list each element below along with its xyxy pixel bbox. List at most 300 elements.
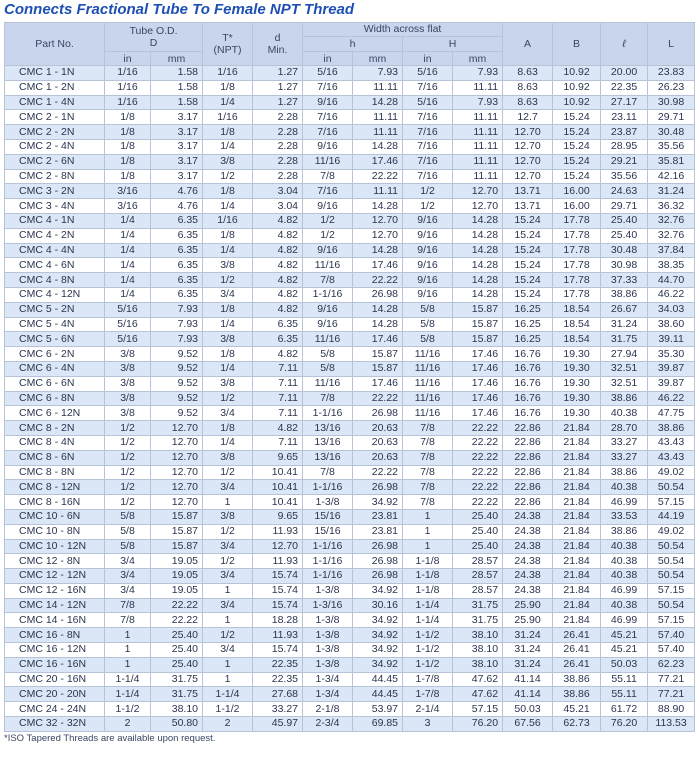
table-cell: 1/2	[403, 199, 453, 214]
header-part-no: Part No.	[5, 23, 105, 66]
table-cell: 25.90	[503, 613, 553, 628]
table-cell: 16.00	[553, 184, 601, 199]
part-number-cell: CMC 4 - 2N	[5, 228, 105, 243]
table-cell: 21.84	[553, 598, 601, 613]
table-cell: 2	[203, 717, 253, 732]
table-cell: 1	[203, 495, 253, 510]
table-cell: 25.40	[453, 524, 503, 539]
table-cell: 22.35	[253, 657, 303, 672]
table-cell: 1.58	[151, 80, 203, 95]
table-cell: 7/8	[403, 495, 453, 510]
table-cell: 50.54	[648, 539, 695, 554]
table-cell: 17.46	[453, 376, 503, 391]
table-cell: 15.87	[353, 361, 403, 376]
table-cell: 1/8	[105, 139, 151, 154]
table-cell: 19.05	[151, 583, 203, 598]
table-cell: 1-1/2	[403, 643, 453, 658]
table-cell: 5/16	[403, 66, 453, 81]
table-cell: 1/4	[203, 435, 253, 450]
table-cell: 9/16	[403, 243, 453, 258]
table-cell: 8.63	[503, 66, 553, 81]
table-cell: 1-3/8	[303, 613, 353, 628]
table-cell: 36.32	[648, 199, 695, 214]
table-cell: 15.87	[151, 509, 203, 524]
table-cell: 53.97	[353, 702, 403, 717]
table-cell: 4.76	[151, 199, 203, 214]
table-cell: 39.87	[648, 361, 695, 376]
table-cell: 7/16	[303, 184, 353, 199]
table-cell: 24.38	[503, 554, 553, 569]
table-cell: 35.81	[648, 154, 695, 169]
table-row	[5, 154, 695, 169]
table-cell: 32.76	[648, 228, 695, 243]
table-cell: 38.86	[601, 524, 648, 539]
table-cell: 2.28	[253, 154, 303, 169]
table-cell: 9/16	[403, 287, 453, 302]
table-cell: 22.22	[353, 169, 403, 184]
table-cell: 12.70	[453, 199, 503, 214]
table-cell: 4.82	[253, 347, 303, 362]
table-cell: 7.93	[453, 66, 503, 81]
table-cell: 3.04	[253, 184, 303, 199]
table-cell: 3/4	[105, 583, 151, 598]
table-cell: 20.63	[353, 435, 403, 450]
table-row	[5, 569, 695, 584]
table-row	[5, 391, 695, 406]
table-cell: 76.20	[453, 717, 503, 732]
table-cell: 3/4	[203, 643, 253, 658]
table-cell: 3/8	[203, 258, 253, 273]
table-cell: 50.03	[503, 702, 553, 717]
table-cell: 1-1/16	[303, 287, 353, 302]
table-cell: 7/8	[403, 480, 453, 495]
table-cell: 11.11	[353, 125, 403, 140]
table-row	[5, 317, 695, 332]
header-l-small: ℓ	[601, 23, 648, 66]
part-number-cell: CMC 4 - 12N	[5, 287, 105, 302]
table-cell: 9.52	[151, 406, 203, 421]
table-cell: 17.78	[553, 258, 601, 273]
table-cell: 1/8	[203, 80, 253, 95]
table-cell: 1/8	[203, 421, 253, 436]
table-cell: 29.71	[601, 199, 648, 214]
table-cell: 26.98	[353, 569, 403, 584]
table-cell: 22.35	[601, 80, 648, 95]
table-cell: 9.52	[151, 376, 203, 391]
table-cell: 44.70	[648, 273, 695, 288]
part-number-cell: CMC 2 - 8N	[5, 169, 105, 184]
table-cell: 6.35	[253, 332, 303, 347]
table-cell: 23.81	[353, 524, 403, 539]
table-row	[5, 95, 695, 110]
table-cell: 12.70	[353, 228, 403, 243]
table-cell: 1-1/8	[403, 569, 453, 584]
table-cell: 3.17	[151, 169, 203, 184]
table-cell: 34.92	[353, 495, 403, 510]
table-cell: 1/2	[303, 228, 353, 243]
table-cell: 1	[203, 657, 253, 672]
table-cell: 22.22	[453, 435, 503, 450]
table-cell: 12.70	[151, 495, 203, 510]
table-cell: 69.85	[353, 717, 403, 732]
table-cell: 17.78	[553, 213, 601, 228]
table-cell: 46.99	[601, 495, 648, 510]
header-b: B	[553, 23, 601, 66]
table-cell: 17.78	[553, 273, 601, 288]
part-number-cell: CMC 10 - 8N	[5, 524, 105, 539]
table-cell: 17.46	[353, 376, 403, 391]
table-cell: 19.05	[151, 554, 203, 569]
table-cell: 3/8	[105, 406, 151, 421]
table-cell: 16.76	[503, 391, 553, 406]
table-cell: 5/8	[105, 509, 151, 524]
table-cell: 34.92	[353, 657, 403, 672]
table-cell: 47.62	[453, 672, 503, 687]
table-cell: 13/16	[303, 450, 353, 465]
table-cell: 1	[105, 657, 151, 672]
table-cell: 38.10	[453, 657, 503, 672]
table-cell: 15.87	[353, 347, 403, 362]
table-row	[5, 361, 695, 376]
table-cell: 15.24	[553, 125, 601, 140]
table-cell: 14.28	[453, 273, 503, 288]
table-cell: 12.70	[503, 125, 553, 140]
table-cell: 1-3/4	[303, 687, 353, 702]
table-cell: 26.98	[353, 406, 403, 421]
table-cell: 12.70	[503, 139, 553, 154]
table-cell: 67.56	[503, 717, 553, 732]
table-row	[5, 376, 695, 391]
part-number-cell: CMC 12 - 12N	[5, 569, 105, 584]
table-cell: 1/4	[105, 287, 151, 302]
table-cell: 14.28	[453, 243, 503, 258]
table-cell: 31.24	[503, 657, 553, 672]
footnote: *ISO Tapered Threads are available upon request.	[4, 732, 216, 744]
table-cell: 7/16	[403, 80, 453, 95]
table-cell: 11/16	[403, 391, 453, 406]
table-cell: 10.41	[253, 480, 303, 495]
table-cell: 38.86	[601, 287, 648, 302]
table-cell: 10.92	[553, 66, 601, 81]
table-cell: 7/8	[303, 391, 353, 406]
table-cell: 22.22	[353, 273, 403, 288]
table-cell: 1/4	[203, 243, 253, 258]
table-cell: 3/4	[105, 554, 151, 569]
table-cell: 3/4	[203, 598, 253, 613]
table-cell: 7.93	[453, 95, 503, 110]
table-cell: 7/8	[403, 421, 453, 436]
part-number-cell: CMC 2 - 6N	[5, 154, 105, 169]
table-cell: 7/16	[403, 139, 453, 154]
table-row	[5, 672, 695, 687]
table-cell: 14.28	[453, 213, 503, 228]
part-number-cell: CMC 4 - 1N	[5, 213, 105, 228]
table-cell: 11.11	[453, 169, 503, 184]
table-cell: 7/16	[403, 125, 453, 140]
table-cell: 9/16	[403, 258, 453, 273]
table-cell: 40.38	[601, 554, 648, 569]
table-cell: 38.86	[601, 391, 648, 406]
table-cell: 25.40	[151, 657, 203, 672]
table-row	[5, 273, 695, 288]
table-cell: 22.86	[503, 465, 553, 480]
table-row	[5, 702, 695, 717]
table-cell: 7.93	[353, 66, 403, 81]
table-cell: 3.17	[151, 139, 203, 154]
table-cell: 32.51	[601, 361, 648, 376]
table-cell: 17.78	[553, 228, 601, 243]
table-cell: 7/8	[303, 465, 353, 480]
table-cell: 3/4	[203, 287, 253, 302]
table-cell: 25.40	[453, 509, 503, 524]
table-cell: 12.70	[253, 539, 303, 554]
table-cell: 1/16	[203, 66, 253, 81]
table-cell: 11.11	[353, 110, 403, 125]
table-row	[5, 435, 695, 450]
table-row	[5, 524, 695, 539]
table-cell: 50.54	[648, 554, 695, 569]
part-number-cell: CMC 24 - 24N	[5, 702, 105, 717]
table-cell: 22.22	[453, 421, 503, 436]
table-cell: 34.92	[353, 613, 403, 628]
table-cell: 17.46	[453, 391, 503, 406]
table-cell: 21.84	[553, 450, 601, 465]
table-cell: 1/8	[105, 125, 151, 140]
table-cell: 3/8	[203, 154, 253, 169]
table-cell: 1/2	[303, 213, 353, 228]
table-cell: 3/4	[105, 569, 151, 584]
table-cell: 38.10	[453, 643, 503, 658]
table-cell: 16.76	[503, 406, 553, 421]
table-cell: 57.15	[648, 495, 695, 510]
table-cell: 13/16	[303, 435, 353, 450]
table-cell: 11/16	[303, 376, 353, 391]
table-cell: 33.27	[601, 435, 648, 450]
table-cell: 34.92	[353, 628, 403, 643]
table-cell: 5/8	[403, 317, 453, 332]
table-cell: 18.54	[553, 302, 601, 317]
table-cell: 31.24	[648, 184, 695, 199]
table-cell: 26.41	[553, 657, 601, 672]
table-cell: 7/8	[105, 613, 151, 628]
table-row	[5, 302, 695, 317]
table-cell: 1/2	[203, 554, 253, 569]
table-cell: 46.22	[648, 287, 695, 302]
table-cell: 9/16	[303, 317, 353, 332]
table-cell: 21.84	[553, 524, 601, 539]
table-cell: 12.70	[503, 154, 553, 169]
table-cell: 13/16	[303, 421, 353, 436]
table-row	[5, 717, 695, 732]
part-number-cell: CMC 3 - 4N	[5, 199, 105, 214]
part-number-cell: CMC 10 - 12N	[5, 539, 105, 554]
table-cell: 14.28	[353, 139, 403, 154]
header-h-small: h	[303, 37, 403, 51]
table-cell: 15.24	[503, 273, 553, 288]
table-cell: 50.03	[601, 657, 648, 672]
table-cell: 3/4	[203, 406, 253, 421]
table-cell: 34.03	[648, 302, 695, 317]
table-cell: 38.10	[453, 628, 503, 643]
table-cell: 7.11	[253, 435, 303, 450]
table-cell: 31.75	[453, 598, 503, 613]
table-cell: 1	[403, 524, 453, 539]
table-cell: 22.22	[453, 495, 503, 510]
table-cell: 15.74	[253, 643, 303, 658]
table-cell: 31.24	[503, 643, 553, 658]
table-cell: 50.54	[648, 569, 695, 584]
part-number-cell: CMC 16 - 8N	[5, 628, 105, 643]
part-number-cell: CMC 8 - 16N	[5, 495, 105, 510]
table-cell: 1-1/16	[303, 539, 353, 554]
table-cell: 1/2	[105, 495, 151, 510]
part-number-cell: CMC 20 - 16N	[5, 672, 105, 687]
table-cell: 1/4	[105, 273, 151, 288]
table-cell: 31.75	[151, 687, 203, 702]
header-d-min: d Min.	[253, 23, 303, 66]
table-cell: 22.22	[453, 480, 503, 495]
part-number-cell: CMC 1 - 1N	[5, 66, 105, 81]
table-cell: 17.46	[353, 258, 403, 273]
table-cell: 21.84	[553, 495, 601, 510]
table-cell: 11.93	[253, 554, 303, 569]
table-cell: 1/2	[203, 628, 253, 643]
table-cell: 16.76	[503, 376, 553, 391]
table-cell: 44.45	[353, 672, 403, 687]
table-cell: 20.63	[353, 421, 403, 436]
table-cell: 2.28	[253, 125, 303, 140]
table-cell: 17.78	[553, 243, 601, 258]
table-cell: 1	[203, 672, 253, 687]
table-cell: 25.40	[151, 628, 203, 643]
table-cell: 44.45	[353, 687, 403, 702]
table-cell: 3.17	[151, 154, 203, 169]
table-cell: 11.11	[453, 80, 503, 95]
table-cell: 22.22	[353, 391, 403, 406]
table-cell: 77.21	[648, 672, 695, 687]
table-cell: 16.00	[553, 199, 601, 214]
header-unit-in: in	[303, 52, 353, 66]
table-cell: 24.38	[503, 569, 553, 584]
table-cell: 1.58	[151, 95, 203, 110]
table-cell: 49.02	[648, 524, 695, 539]
table-cell: 7.11	[253, 406, 303, 421]
table-cell: 4.82	[253, 273, 303, 288]
table-cell: 15.74	[253, 569, 303, 584]
table-cell: 45.21	[601, 628, 648, 643]
table-cell: 26.41	[553, 628, 601, 643]
table-cell: 24.38	[503, 524, 553, 539]
table-cell: 47.62	[453, 687, 503, 702]
table-cell: 5/8	[303, 347, 353, 362]
table-cell: 26.98	[353, 480, 403, 495]
header-h-large: H	[448, 38, 457, 50]
table-cell: 17.46	[453, 406, 503, 421]
table-cell: 24.63	[601, 184, 648, 199]
table-cell: 19.05	[151, 569, 203, 584]
table-cell: 1/8	[105, 154, 151, 169]
table-cell: 22.22	[453, 450, 503, 465]
table-cell: 35.30	[648, 347, 695, 362]
table-cell: 15.24	[553, 110, 601, 125]
table-cell: 1/2	[203, 169, 253, 184]
table-cell: 23.83	[648, 66, 695, 81]
table-cell: 11/16	[303, 258, 353, 273]
table-cell: 1/16	[203, 213, 253, 228]
table-cell: 14.28	[453, 228, 503, 243]
table-cell: 1	[403, 539, 453, 554]
table-cell: 32.51	[601, 376, 648, 391]
table-cell: 1/4	[105, 243, 151, 258]
table-cell: 11/16	[403, 376, 453, 391]
table-cell: 3/8	[203, 376, 253, 391]
table-cell: 50.54	[648, 480, 695, 495]
table-cell: 1-1/2	[105, 702, 151, 717]
table-cell: 26.23	[648, 80, 695, 95]
table-cell: 14.28	[453, 287, 503, 302]
table-cell: 1/2	[203, 524, 253, 539]
table-cell: 14.28	[353, 302, 403, 317]
table-cell: 1	[105, 628, 151, 643]
table-cell: 19.30	[553, 406, 601, 421]
table-cell: 15.87	[151, 524, 203, 539]
table-cell: 41.14	[503, 687, 553, 702]
table-cell: 10.92	[553, 80, 601, 95]
table-cell: 1/2	[403, 184, 453, 199]
table-cell: 14.28	[353, 95, 403, 110]
table-cell: 3/8	[105, 391, 151, 406]
table-cell: 1-1/4	[403, 613, 453, 628]
table-cell: 1/4	[203, 199, 253, 214]
table-cell: 1-7/8	[403, 687, 453, 702]
table-cell: 1-3/4	[303, 672, 353, 687]
table-cell: 21.84	[553, 583, 601, 598]
table-cell: 1-1/2	[403, 657, 453, 672]
table-cell: 35.56	[601, 169, 648, 184]
part-number-cell: CMC 10 - 6N	[5, 509, 105, 524]
table-cell: 30.16	[353, 598, 403, 613]
table-cell: 5/8	[403, 332, 453, 347]
table-cell: 18.54	[553, 332, 601, 347]
table-cell: 12.70	[453, 184, 503, 199]
table-cell: 12.7	[503, 110, 553, 125]
table-cell: 15.24	[503, 287, 553, 302]
table-cell: 39.11	[648, 332, 695, 347]
table-cell: 31.75	[601, 332, 648, 347]
table-cell: 11/16	[403, 361, 453, 376]
table-cell: 2.28	[253, 110, 303, 125]
part-number-cell: CMC 16 - 12N	[5, 643, 105, 658]
page-title: Connects Fractional Tube To Female NPT Thread	[4, 1, 355, 18]
table-cell: 2	[105, 717, 151, 732]
part-number-cell: CMC 20 - 20N	[5, 687, 105, 702]
header-unit-in: in	[105, 52, 151, 66]
table-row	[5, 287, 695, 302]
table-cell: 38.86	[601, 465, 648, 480]
table-cell: 3/8	[203, 332, 253, 347]
table-cell: 1-3/8	[303, 583, 353, 598]
table-cell: 17.46	[453, 347, 503, 362]
table-cell: 38.35	[648, 258, 695, 273]
table-cell: 7.93	[151, 302, 203, 317]
table-cell: 11.11	[453, 125, 503, 140]
table-cell: 6.35	[151, 287, 203, 302]
table-cell: 50.80	[151, 717, 203, 732]
table-cell: 31.24	[601, 317, 648, 332]
table-cell: 1/4	[105, 228, 151, 243]
table-cell: 4.82	[253, 228, 303, 243]
table-cell: 15.74	[253, 598, 303, 613]
